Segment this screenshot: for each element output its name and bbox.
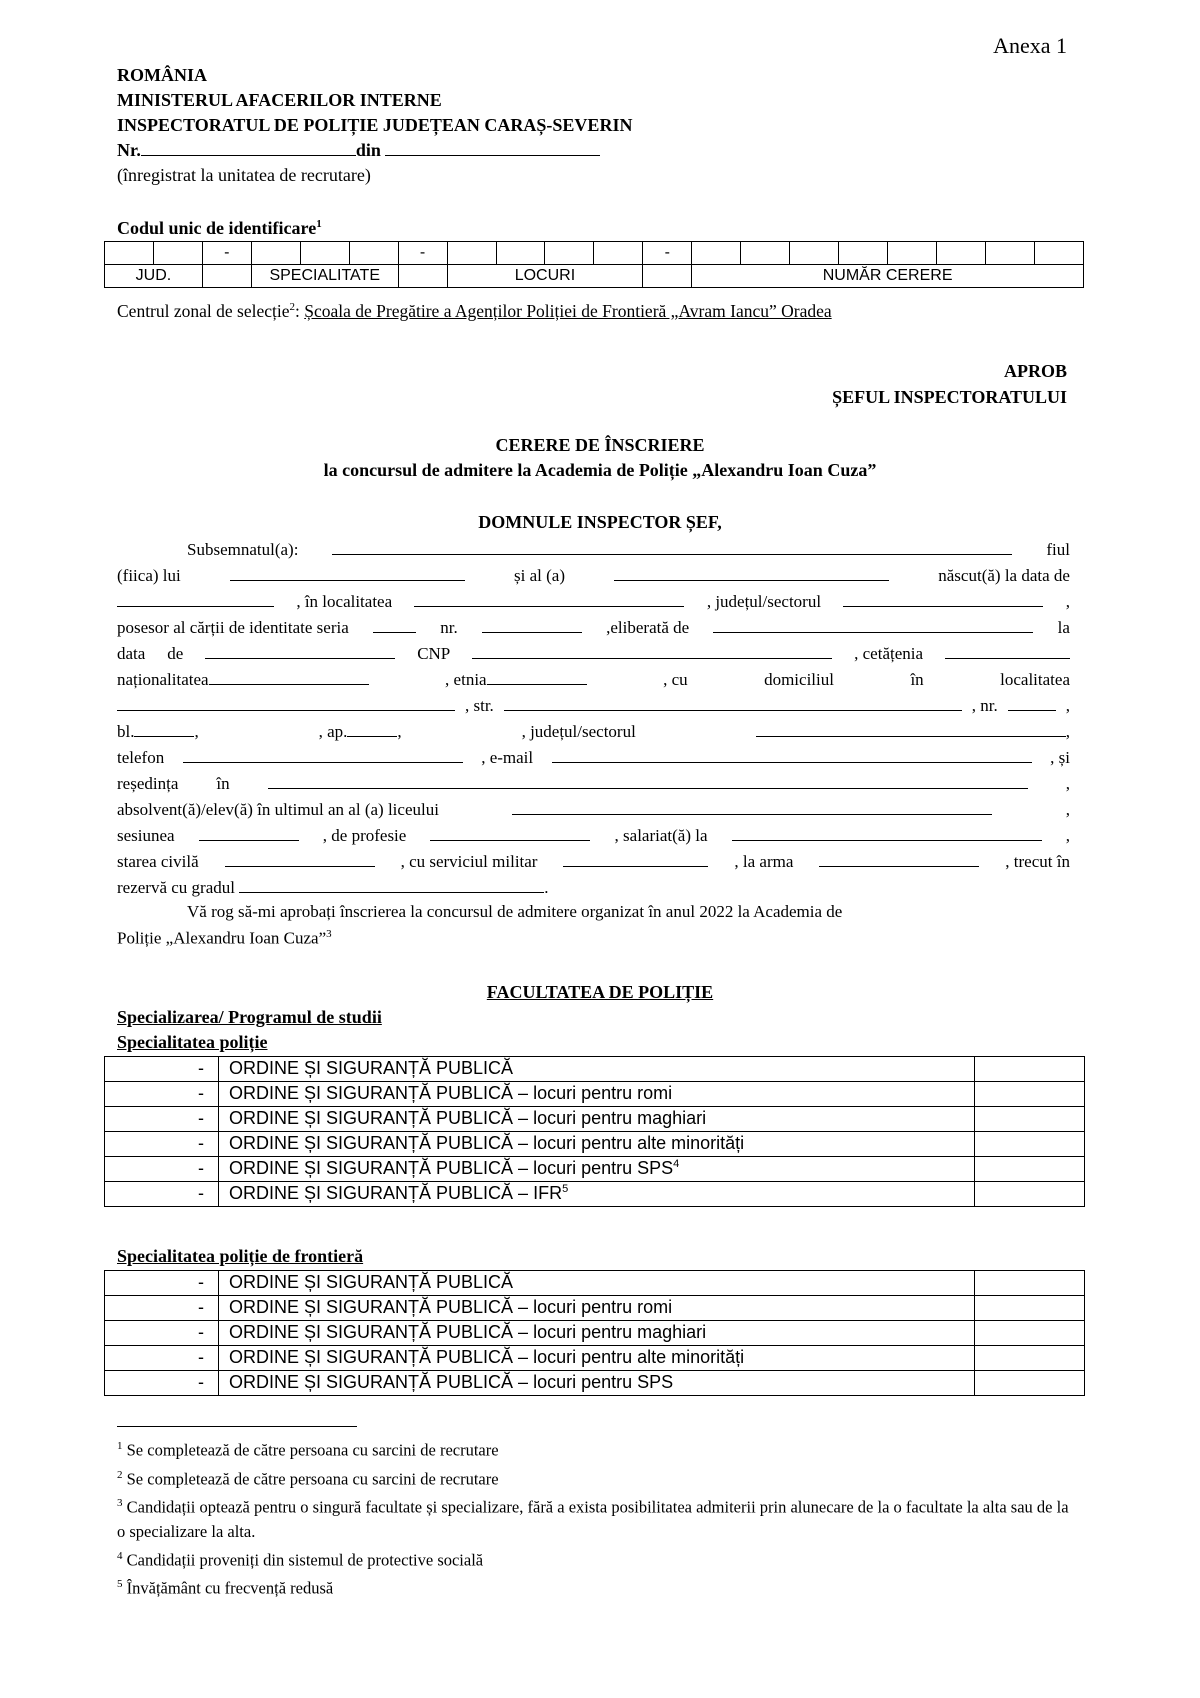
code-digit-box[interactable] [741,242,790,265]
option-checkbox-cell[interactable] [975,1296,1085,1321]
employer-field[interactable] [732,824,1042,841]
str-label: , str. [464,696,494,715]
ministry-name: MINISTERUL AFACERILOR INTERNE [117,90,442,110]
absolvent-label: absolvent(ă)/elev(ă) în ultimul an al (a) liceului [117,800,439,819]
period: . [544,878,549,897]
footnote-number: 1 [117,1440,123,1452]
salariat-label: , salariat(ă) la [614,826,708,845]
footnote-text: Se completează de către persoana cu sarcini de recrutare [122,1440,499,1460]
nascut-label: născut(ă) la data de [938,566,1070,585]
residence-field[interactable] [268,772,1028,789]
police-option-name: ORDINE ȘI SIGURANȚĂ PUBLICĂ – IFR$^5$ [219,1182,975,1207]
police-option-row [105,1107,1085,1132]
footnote-item [117,1544,1077,1573]
street-nr-label: , nr. [971,696,998,715]
bl-label: bl. [117,722,135,741]
footnote-ref-1: 1 [316,218,322,230]
approval-line-1: APROB [1004,361,1067,381]
option-checkbox-cell[interactable] [975,1157,1085,1182]
nr-label: Nr. [117,140,141,160]
row-dash: - [105,1132,219,1157]
cnp-field[interactable] [472,642,832,659]
police-option-row [105,1132,1085,1157]
din-label: din [355,140,381,160]
comma: , [1065,774,1070,793]
approval-line-2: ȘEFUL INSPECTORATULUI [832,387,1067,407]
email-label: , e-mail [481,748,534,767]
military-branch-field[interactable] [819,850,979,867]
border-police-option-name: ORDINE ȘI SIGURANȚĂ PUBLICĂ – locuri pentru alte minorități [219,1346,975,1371]
request-line-1 [117,902,1070,922]
form-line-10 [117,772,1070,794]
comma: , [1065,592,1070,611]
marital-status-field[interactable] [225,850,375,867]
ethnicity-field[interactable] [487,668,587,685]
trecut-in-label: , trecut în [1005,852,1070,871]
domicile-county-field[interactable] [756,720,1066,737]
full-name-field[interactable] [332,538,1012,555]
sesiunea-label: sesiunea [117,826,175,845]
country-name: ROMÂNIA [117,65,207,85]
father-name-field[interactable] [230,564,465,581]
approval-block [832,358,1067,410]
profession-field[interactable] [430,824,590,841]
form-subtitle: la concursul de admitere la Academia de Poliție „Alexandru Ioan Cuza” [323,460,877,480]
registration-date-field[interactable] [385,139,600,156]
comma: , [1065,696,1070,715]
code-separator-cell: - [643,242,692,265]
footnote-text: Candidații proveniți din sistemul de protective socială [122,1550,484,1569]
birth-date-field[interactable] [117,590,274,607]
footnote-ref-2: 2 [289,301,295,314]
de-label: de [167,644,184,663]
code-digit-box[interactable] [1034,242,1083,265]
code-digit-box[interactable] [496,242,545,265]
apartment-field[interactable] [347,720,397,737]
option-checkbox-cell[interactable] [975,1346,1085,1371]
option-checkbox-cell[interactable] [975,1132,1085,1157]
comma: , [1065,800,1070,819]
starea-civila-label: starea civilă [117,852,199,871]
nationalitatea-label: naționalitatea [117,670,209,689]
row-dash: - [105,1321,219,1346]
code-digit-box[interactable] [545,242,594,265]
telefon-label: telefon [117,748,165,767]
code-separator [643,265,692,288]
in-localitatea-label: , în localitatea [296,592,393,611]
nationality-field[interactable] [209,668,369,685]
form-line-12 [117,824,1070,846]
code-separator-cell: - [398,242,447,265]
police-option-row [105,1182,1085,1207]
row-dash: - [105,1296,219,1321]
row-dash: - [105,1346,219,1371]
footnote-item [117,1434,1077,1463]
code-digit-box[interactable] [936,242,985,265]
border-police-option-name: ORDINE ȘI SIGURANȚĂ PUBLICĂ – locuri pentru SPS [219,1371,975,1396]
code-digit-box[interactable] [839,242,888,265]
code-digit-box[interactable] [153,242,202,265]
serviciul-militar-label: , cu serviciul militar [400,852,538,871]
issued-by-field[interactable] [713,616,1033,633]
border-police-option-row [105,1296,1085,1321]
row-dash: - [105,1271,219,1296]
footnote-number: 4 [117,1549,123,1562]
registration-number-field[interactable] [141,139,356,156]
footnote-item [117,1491,1077,1544]
form-line-8 [117,720,1070,742]
police-option-row [105,1082,1085,1107]
code-separator [398,265,447,288]
form-title: CERERE DE ÎNSCRIERE [495,435,705,455]
row-dash: - [105,1082,219,1107]
option-checkbox-cell[interactable] [975,1321,1085,1346]
code-digit-box[interactable] [888,242,937,265]
mother-name-field[interactable] [614,564,889,581]
si-label: , și [1050,748,1070,767]
unique-code-label: Codul unic de identificare [117,218,317,238]
high-school-field[interactable] [512,798,992,815]
street-field[interactable] [504,694,962,711]
specialty-police-table [104,1056,1085,1207]
border-police-option-name: ORDINE ȘI SIGURANȚĂ PUBLICĂ – locuri pentru romi [219,1296,975,1321]
la-label: la [1057,618,1070,637]
cnp-label: CNP [417,644,451,663]
code-digit-box[interactable] [447,242,496,265]
subsemnatul-label: Subsemnatul(a): [187,540,299,559]
street-number-field[interactable] [1008,694,1056,711]
cetatenia-label: , cetățenia [854,644,924,663]
selection-center-label: Centrul zonal de selecție [117,301,290,321]
cu-label: , cu [663,670,688,689]
footnote-number: 3 [117,1497,123,1509]
code-digit-box[interactable] [985,242,1034,265]
code-col-numar-cerere: NUMĂR CERERE [692,265,1084,288]
unique-code-boxes-row [105,242,1084,265]
unique-code-table [104,241,1084,288]
annex-label: Anexa 1 [993,33,1067,58]
specialty-border-police-title: Specialitatea poliție de frontieră [117,1246,364,1266]
session-field[interactable] [199,824,299,841]
ap-label: , ap. [318,722,348,741]
police-option-name: ORDINE ȘI SIGURANȚĂ PUBLICĂ – locuri pentru romi [219,1082,975,1107]
code-digit-box[interactable] [300,242,349,265]
row-dash: - [105,1057,219,1082]
fiul-label: fiul [1046,540,1070,559]
rezerva-label: rezervă cu gradul [117,878,235,897]
code-digit-box[interactable] [790,242,839,265]
selection-center-value: Școala de Pregătire a Agenților Poliției de Frontieră „Avram Iancu” Oradea [304,301,832,321]
resedinta-label: reședința [117,774,179,793]
form-line-4 [117,616,1070,638]
domiciliul-label: domiciliul [764,670,834,689]
la-arma-label: , la arma [734,852,794,871]
block-field[interactable] [134,720,194,737]
citizenship-field[interactable] [945,642,1070,659]
selection-center-line [117,301,832,322]
specialty-police-title: Specialitatea poliție [117,1032,268,1052]
border-police-option-row [105,1371,1085,1396]
border-police-option-name: ORDINE ȘI SIGURANȚĂ PUBLICĂ [219,1271,975,1296]
police-option-row [105,1157,1085,1182]
localitatea-label: localitatea [1000,670,1070,689]
police-option-name: ORDINE ȘI SIGURANȚĂ PUBLICĂ – locuri pentru alte minorități [219,1132,975,1157]
option-checkbox-cell[interactable] [975,1271,1085,1296]
police-option-name: ORDINE ȘI SIGURANȚĂ PUBLICĂ – locuri pentru maghiari [219,1107,975,1132]
footnote-text: Candidații optează pentru o singură facultate și specializare, fără a exista posibilitatea admiterii prin alunecare de la o facultate la alta sau de la o specializare la alta. [117,1497,1069,1541]
comma: , [397,722,402,741]
option-checkbox-cell[interactable] [975,1107,1085,1132]
faculty-title: FACULTATEA DE POLIȚIE [486,982,714,1002]
posesor-label: posesor al cărții de identitate seria [117,618,349,637]
nr-label: nr. [440,618,458,637]
form-line-14 [117,876,548,898]
police-option-name: ORDINE ȘI SIGURANȚĂ PUBLICĂ [219,1057,975,1082]
option-checkbox-cell[interactable] [975,1371,1085,1396]
code-digit-box[interactable] [692,242,741,265]
code-col-locuri: LOCURI [447,265,643,288]
si-al-label: și al (a) [514,566,565,585]
form-line-6 [117,668,1070,690]
footnote-ref: 4 [673,1158,680,1171]
code-digit-box[interactable] [349,242,398,265]
de-profesie-label: , de profesie [322,826,407,845]
footnote-number: 2 [117,1468,123,1481]
id-number-field[interactable] [482,616,582,633]
border-police-option-row [105,1271,1085,1296]
footnote-number: 5 [117,1578,123,1590]
footnote-text: Se completează de către persoana cu sarcini de recrutare [122,1469,499,1488]
police-option-name: ORDINE ȘI SIGURANȚĂ PUBLICĂ – locuri pentru SPS$^4$ [219,1157,975,1182]
form-line-9 [117,746,1070,768]
code-digit-box[interactable] [105,242,154,265]
birth-locality-field[interactable] [414,590,684,607]
code-col-specialitate: SPECIALITATE [251,265,398,288]
row-dash: - [105,1371,219,1396]
footnote-ref-3: 3 [326,928,332,940]
request-text-1: Vă rog să-mi aprobați înscrierea la concursul de admitere organizat în anul 2022 la Academia de [187,902,843,921]
code-separator-cell: - [202,242,251,265]
form-line-3 [117,590,1070,612]
border-police-option-row [105,1346,1085,1371]
option-checkbox-cell[interactable] [975,1182,1085,1207]
option-checkbox-cell[interactable] [975,1057,1085,1082]
border-police-option-row [105,1321,1085,1346]
footnote-item [117,1572,1077,1601]
police-option-row [105,1057,1085,1082]
comma: , [1065,826,1070,845]
issue-date-field[interactable] [205,642,395,659]
birth-county-field[interactable] [843,590,1043,607]
header-block [117,63,632,188]
form-line-13 [117,850,1070,872]
in-label: în [910,670,924,689]
program-label: Specializarea/ Programul de studii [117,1007,382,1027]
inspectorate-name: INSPECTORATUL DE POLIȚIE JUDEȚEAN CARAȘ-SEVERIN [117,115,633,135]
data-label: data [117,644,146,663]
selection-center-colon: : [295,301,300,321]
border-police-option-name: ORDINE ȘI SIGURANȚĂ PUBLICĂ – locuri pentru maghiari [219,1321,975,1346]
form-line-7 [117,694,1070,716]
military-service-field[interactable] [563,850,708,867]
row-dash: - [105,1157,219,1182]
domicile-locality-field[interactable] [117,694,455,711]
comma: , [194,722,199,741]
domicile-county-label: , județul/sectorul [521,722,636,741]
form-line-1 [117,538,1070,560]
reserve-rank-field[interactable] [239,876,544,893]
etnia-label: , etnia [445,670,487,689]
email-field[interactable] [552,746,1032,763]
unique-code-labels-row [105,265,1084,288]
request-line-2 [117,928,332,949]
salutation: DOMNULE INSPECTOR ȘEF, [478,512,722,532]
code-digit-box[interactable] [594,242,643,265]
footnote-ref: 5 [562,1183,569,1196]
judetul-sectorul-label: , județul/sectorul [706,592,822,611]
form-line-11 [117,798,1070,820]
code-col-jud: JUD. [105,265,203,288]
form-line-5 [117,642,1070,664]
footnotes-block [117,1434,1077,1601]
request-text-2: Poliție „Alexandru Ioan Cuza” [117,928,327,948]
id-series-field[interactable] [373,616,416,633]
option-checkbox-cell[interactable] [975,1082,1085,1107]
registration-number-line [117,138,632,163]
row-dash: - [105,1182,219,1207]
in-resedinta-label: în [216,774,230,793]
footnote-text: Învățământ cu frecvență redusă [122,1578,334,1598]
footnote-separator [117,1426,357,1427]
comma: , [1065,722,1070,741]
fiica-lui-label: (fiica) lui [117,566,181,585]
row-dash: - [105,1107,219,1132]
code-separator [202,265,251,288]
form-line-2 [117,564,1070,586]
phone-field[interactable] [183,746,463,763]
unique-code-label-line [117,218,322,240]
specialty-border-police-table [104,1270,1085,1396]
footnote-item [117,1463,1077,1492]
eliberata-label: ,eliberată de [606,618,690,637]
registration-note: (înregistrat la unitatea de recrutare) [117,165,371,185]
code-digit-box[interactable] [251,242,300,265]
